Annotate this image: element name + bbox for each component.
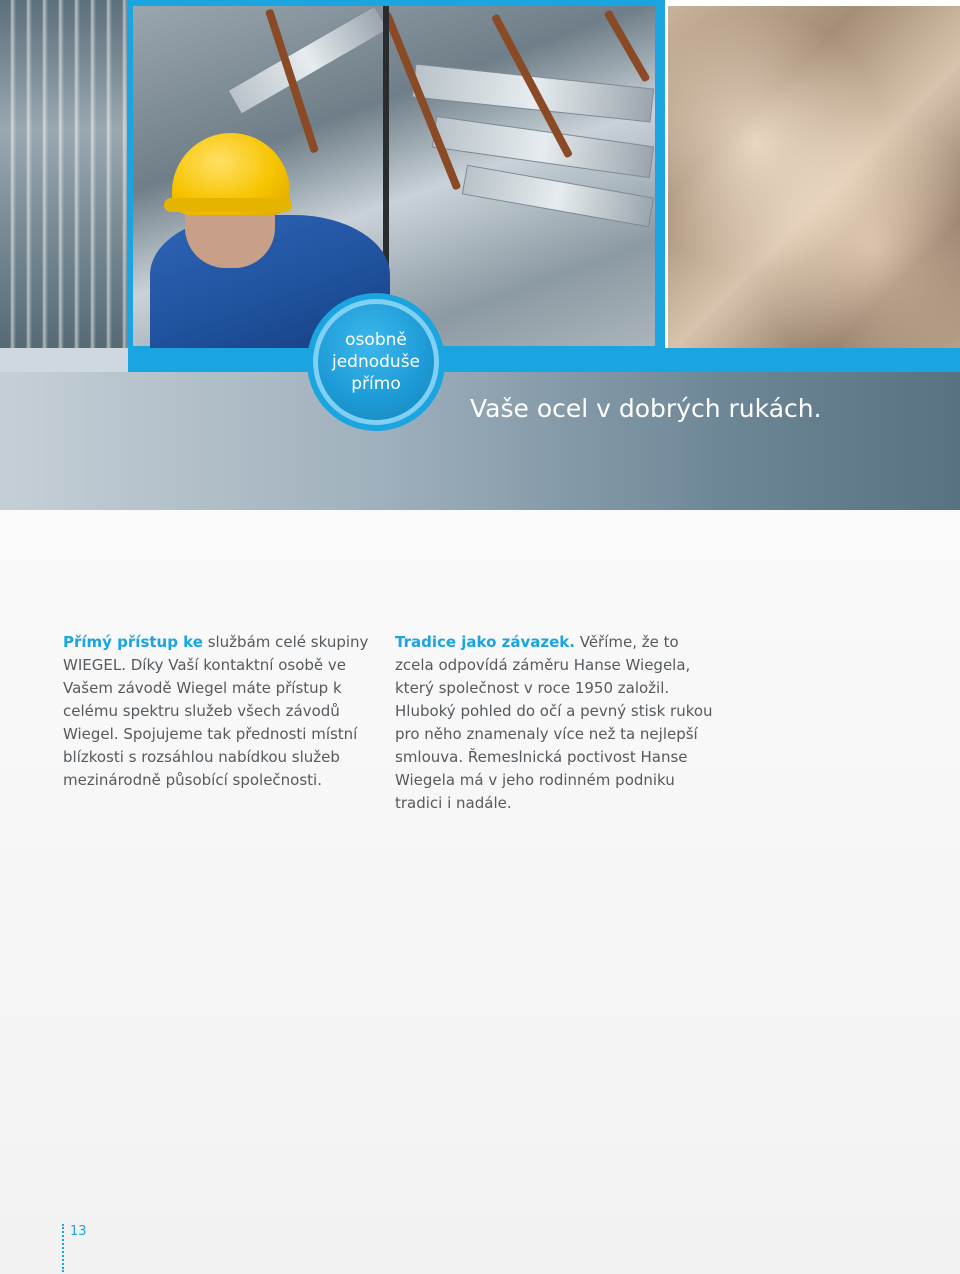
page-headline: Vaše ocel v dobrých rukách. (470, 394, 822, 423)
paragraph-text: Věříme, že to zcela odpovídá záměru Hanse Wiegela, který společnost v roce 1950 založil. Hluboký pohled do očí a pevný stisk rukou pro něho znamenaly více než ta nejlepší smlouva. Řemeslnická poctivost Hanse Wiegela má v jeho rodinném podniku tradici i nadále. (395, 633, 713, 812)
photo-steel-wire-coils (0, 0, 127, 372)
steel-beam (227, 6, 388, 115)
lead-in: Přímý přístup ke (63, 633, 203, 651)
slogan-badge (313, 299, 439, 425)
band-left-panel (0, 348, 128, 372)
photo-zinc-surface (668, 6, 960, 348)
badge-line: osobně (345, 330, 407, 350)
text-column-right (395, 631, 715, 815)
helmet-brim (164, 198, 292, 212)
text-column-left (63, 631, 381, 792)
badge-line: jednoduše (331, 352, 421, 372)
page-number-rule (62, 1224, 64, 1272)
rusty-rod (604, 9, 651, 82)
page-number: 13 (70, 1224, 87, 1239)
accent-strip (0, 348, 960, 372)
badge-line: přímo (351, 374, 401, 394)
lead-in: Tradice jako závazek. (395, 633, 575, 651)
paragraph-text: službám celé skupiny WIEGEL. Díky Vaší kontaktní osobě ve Vašem závodě Wiegel máte přístup k celému spektru služeb všech závodů Wiegel. Spojujeme tak přednosti místní blízkosti s rozsáhlou nabídkou služeb mezinárodně působící společnosti. (63, 633, 369, 789)
